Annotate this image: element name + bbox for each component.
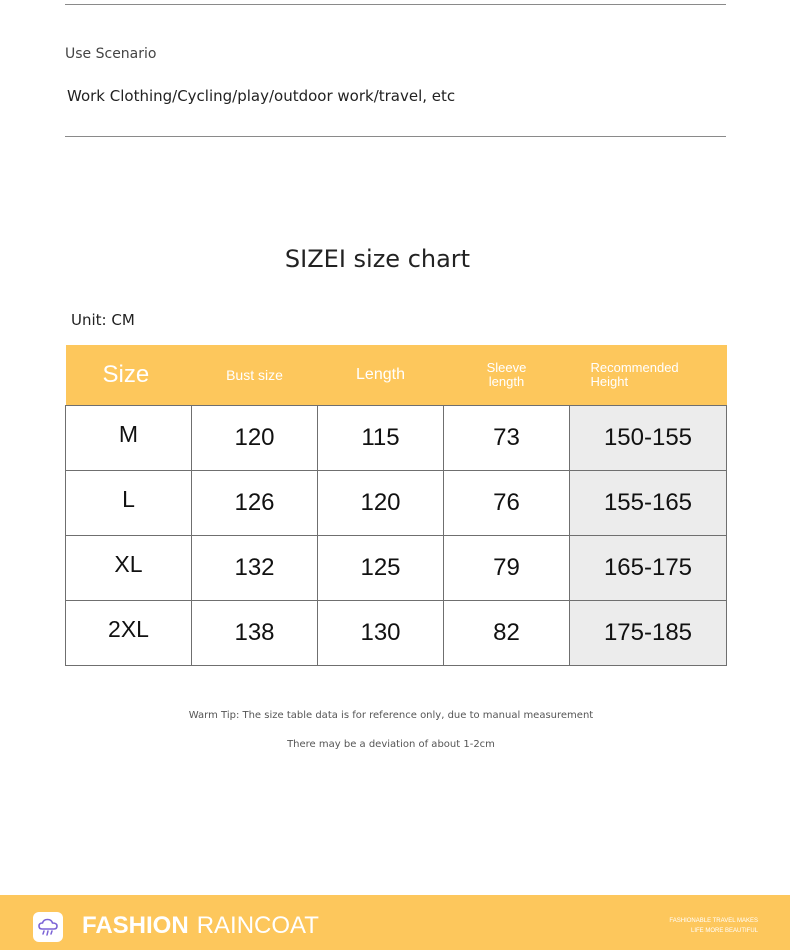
size-table	[65, 345, 727, 666]
bust-cell: 132	[192, 535, 318, 600]
sleeve-cell: 73	[444, 405, 570, 470]
unit-label: Unit: CM	[71, 311, 135, 329]
length-cell: 115	[318, 405, 444, 470]
table-row	[66, 535, 727, 600]
sleeve-cell: 76	[444, 470, 570, 535]
warm-tip-line1: Warm Tip: The size table data is for reference only, due to manual measurement	[188, 710, 594, 721]
brand-tagline	[669, 916, 758, 936]
header-bust-size: Bust size	[226, 366, 283, 383]
header-size: Size	[102, 360, 150, 388]
tagline-line2: LIFE MORE BEAUTIFUL	[690, 928, 758, 934]
brand-footer	[0, 895, 790, 950]
use-scenario-text: Work Clothing/Cycling/play/outdoor work/travel, etc	[67, 87, 456, 105]
sleeve-cell: 79	[444, 535, 570, 600]
use-scenario-label: Use Scenario	[65, 46, 157, 62]
bust-cell: 138	[192, 600, 318, 665]
table-row	[66, 600, 727, 665]
warm-tip-line2: There may be a deviation of about 1-2cm	[287, 739, 495, 750]
height-cell: 155-165	[570, 470, 727, 535]
brand-name-light: RAINCOAT	[196, 912, 319, 939]
header-sleeve-line1: Sleeve	[486, 359, 527, 375]
tagline-line1: FASHIONABLE TRAVEL MAKES	[669, 918, 758, 924]
height-cell: 150-155	[570, 405, 727, 470]
sleeve-cell: 82	[444, 600, 570, 665]
brand-name	[82, 912, 319, 940]
rain-cloud-icon	[33, 912, 63, 942]
bust-cell: 126	[192, 470, 318, 535]
length-cell: 125	[318, 535, 444, 600]
length-cell: 120	[318, 470, 444, 535]
height-cell: 165-175	[570, 535, 727, 600]
header-recommended-line2: Height	[590, 373, 629, 389]
size-cell: L	[66, 470, 192, 535]
size-cell: M	[66, 405, 192, 470]
top-divider	[65, 4, 726, 5]
header-recommended-line1: Recommended	[590, 359, 679, 375]
size-cell: 2XL	[66, 600, 192, 665]
header-recommended-height	[570, 345, 727, 405]
length-cell: 130	[318, 600, 444, 665]
section-divider	[65, 136, 726, 137]
header-sleeve-length	[444, 345, 570, 405]
bust-cell: 120	[192, 405, 318, 470]
table-row	[66, 470, 727, 535]
size-cell: XL	[66, 535, 192, 600]
header-length: Length	[356, 365, 405, 383]
size-table-header-row	[66, 345, 727, 405]
table-row	[66, 405, 727, 470]
brand-name-strong: FASHION	[82, 912, 189, 939]
size-chart-title: SIZEI size chart	[284, 245, 471, 273]
height-cell: 175-185	[570, 600, 727, 665]
header-sleeve-line2: length	[488, 373, 525, 389]
